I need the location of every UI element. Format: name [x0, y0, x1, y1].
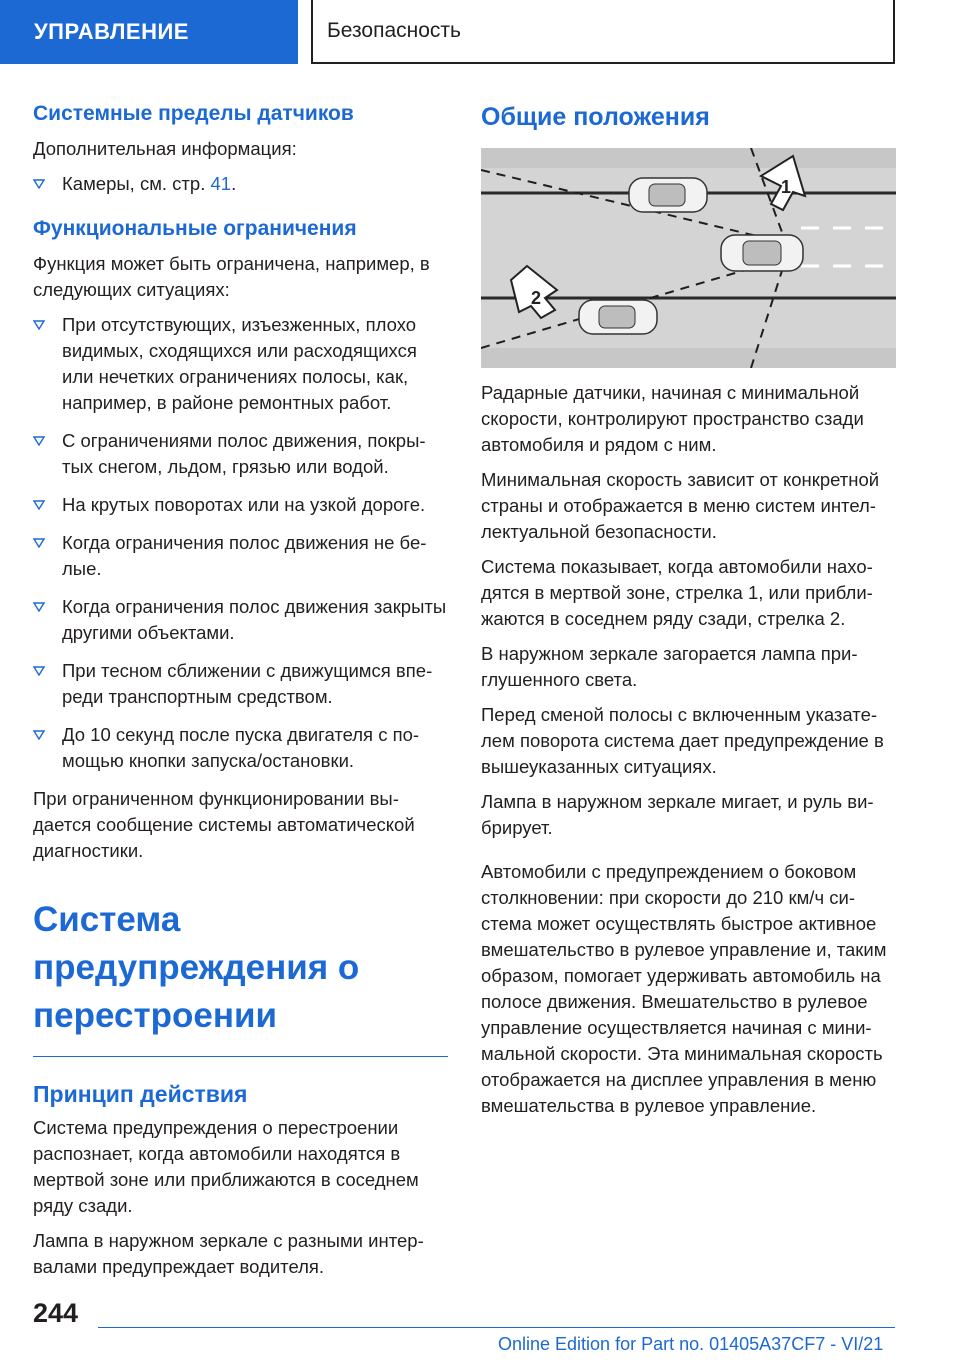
triangle-bullet-icon: [33, 320, 45, 330]
car-icon: [721, 235, 803, 271]
section-title: Безопасность: [311, 0, 895, 64]
principle-paragraph-2: Лампа в наружном зеркале с разными интервалами предупреждает водителя.: [33, 1230, 424, 1277]
principle-paragraph-1: Система предупреждения о перестроении распознает, когда автомобили находятся в мертвой зоне или приближаются в соседнем ряду сзади.: [33, 1117, 419, 1216]
list-item: [33, 594, 448, 646]
general-heading: Общие положения: [481, 103, 710, 131]
triangle-bullet-icon: [33, 730, 45, 740]
sensor-limits-heading: Системные пределы датчиков: [33, 102, 354, 125]
list-item: [33, 428, 448, 480]
list-item-text: С ограничениями полос движения, покрытых снегом, льдом, грязью или водой.: [62, 430, 426, 477]
triangle-bullet-icon: [33, 666, 45, 676]
functional-limits-list: [33, 312, 448, 774]
triangle-bullet-icon: [33, 602, 45, 612]
car-icon: [629, 178, 707, 212]
list-item-text: На крутых поворотах или на узкой дороге.: [62, 494, 426, 515]
svg-text:2: 2: [531, 288, 542, 308]
main-section-title: Система предупреждения о перестроении: [33, 896, 448, 1057]
svg-text:1: 1: [781, 177, 792, 197]
list-item-text: Когда ограничения полос движения не белые.: [62, 532, 427, 579]
body-paragraph: Радарные датчики, начиная с минимальной скорости, контролируют пространство сзади автомобиля и рядом с ним.: [481, 382, 864, 455]
list-item-text: При отсутствующих, изъезженных, плохо видимых, сходящихся или расходящихся или нечетких ограничениях полосы, как, например, в районе ремонтных работ.: [62, 314, 417, 413]
triangle-bullet-icon: [33, 538, 45, 548]
sensor-limits-list: [33, 171, 448, 197]
functional-limits-outro: При ограниченном функционировании выдается сообщение системы автоматической диагностики.: [33, 788, 415, 861]
car-icon: [579, 300, 657, 334]
body-paragraph: Минимальная скорость зависит от конкретной страны и отображается в меню систем интеллектуальной безопасности.: [481, 469, 880, 542]
list-item: [33, 312, 448, 416]
page-reference-link[interactable]: 41: [210, 173, 232, 194]
chapter-tab[interactable]: УПРАВЛЕНИЕ: [0, 0, 298, 64]
list-item-text: До 10 секунд после пуска двигателя с помощью кнопки запуска/остановки.: [62, 724, 420, 771]
body-paragraph: В наружном зеркале загорается лампа приглушенного света.: [481, 643, 858, 690]
footer-divider: [98, 1327, 895, 1328]
list-item: [33, 658, 448, 710]
list-item: [33, 492, 448, 518]
list-item: [33, 530, 448, 582]
principle-heading: Принцип действия: [33, 1081, 248, 1107]
list-item: [33, 722, 448, 774]
edition-footer: Online Edition for Part no. 01405A37CF7 - VI/21: [498, 1334, 884, 1354]
left-column: [33, 100, 448, 1289]
list-item-text: Когда ограничения полос движения закрыты другими объектами.: [62, 596, 447, 643]
general-paragraphs: [481, 380, 896, 841]
blind-spot-illustration: [481, 148, 896, 368]
list-item-text: Камеры, см. стр.: [62, 173, 211, 194]
right-column: [481, 100, 896, 1128]
sensor-limits-intro: Дополнительная информация:: [33, 138, 297, 159]
functional-limits-heading: Функциональные ограничения: [33, 217, 357, 240]
body-paragraph: Система показывает, когда автомобили находятся в мертвой зоне, стрелка 1, или приближаются в соседнем ряду сзади, стрелка 2.: [481, 556, 873, 629]
body-paragraph: Лампа в наружном зеркале мигает, и руль вибрирует.: [481, 791, 874, 838]
side-collision-paragraph: Автомобили с предупреждением о боковом столкновении: при скорости до 210 км/ч система может осуществлять быстрое активное вмешательство в рулевое управление и, таким образом, помогает удерживать автомобиль на полосе движения. Вмешательство в рулевое управление осуществляется начиная с минимальной скорости. Эта минимальная скорость отображается на дисплее управления в меню вмешательства в рулевое управление.: [481, 861, 887, 1116]
triangle-bullet-icon: [33, 179, 45, 189]
triangle-bullet-icon: [33, 500, 45, 510]
list-item-end: .: [231, 173, 237, 194]
body-paragraph: Перед сменой полосы с включенным указателем поворота система дает предупреждение в вышеуказанных ситуациях.: [481, 704, 884, 777]
list-item-text: При тесном сближении с движущимся впереди транспортным средством.: [62, 660, 433, 707]
list-item: [33, 171, 448, 197]
functional-limits-intro: Функция может быть ограничена, например, в следующих ситуациях:: [33, 253, 430, 300]
page-number: 244: [33, 1298, 79, 1328]
triangle-bullet-icon: [33, 436, 45, 446]
